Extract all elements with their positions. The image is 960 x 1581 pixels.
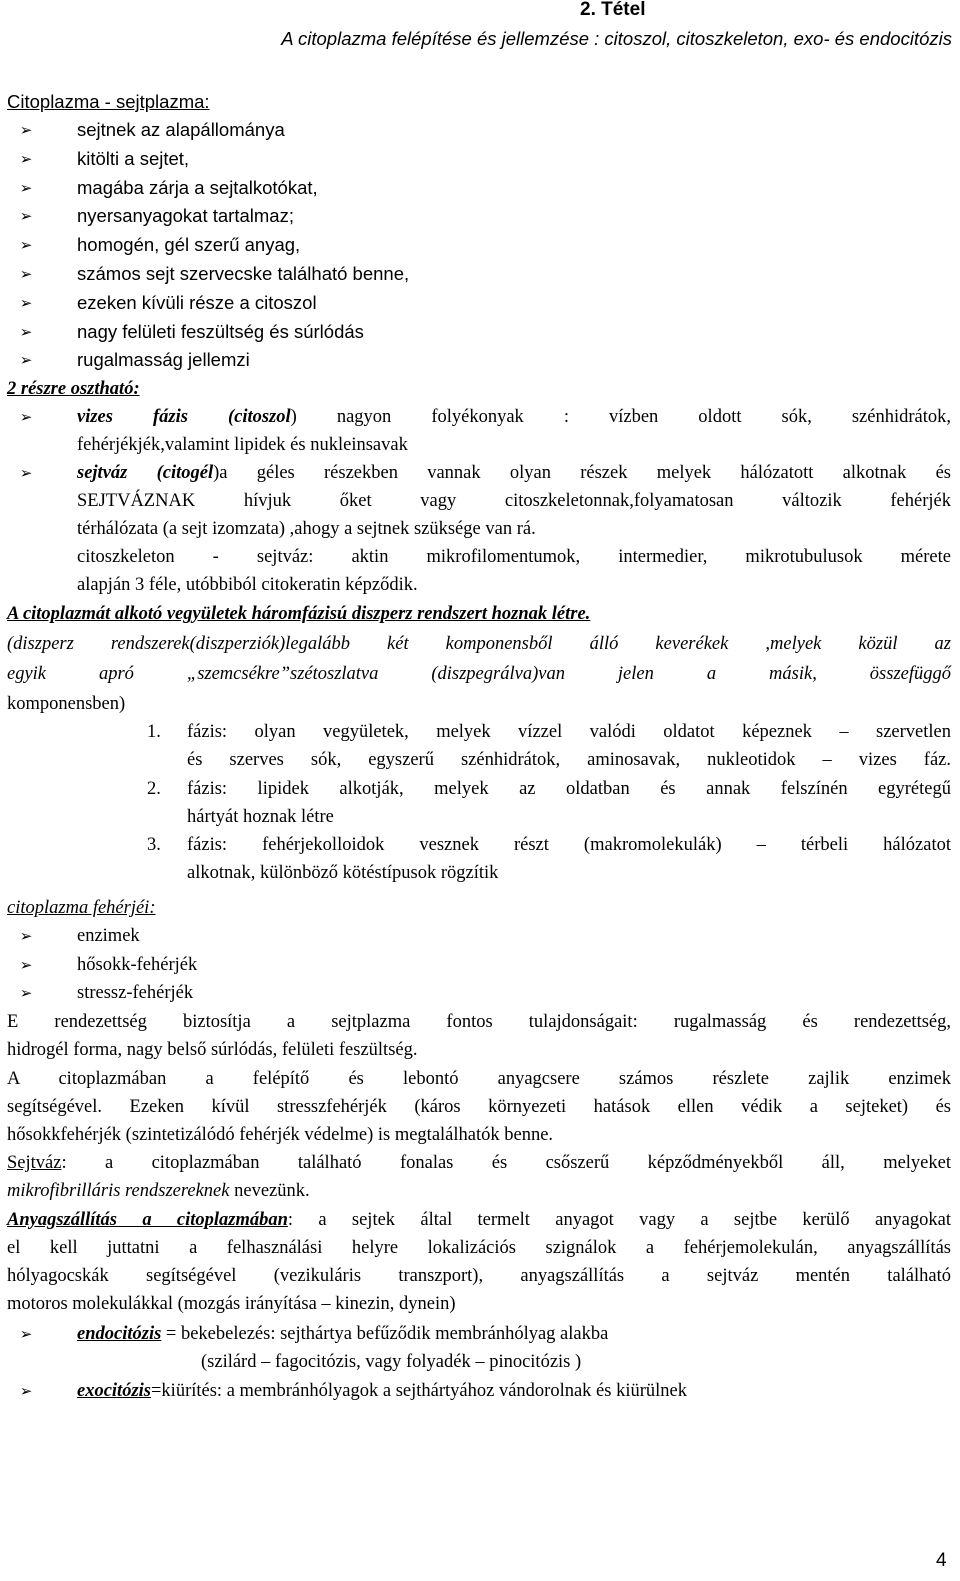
para4-line-b: el kell juttatni a felhasználási helyre lokalizációs szignálok a fehérjemolekulán, anyagszállítás: [7, 1238, 951, 1258]
phase2-line-c: térhálózata (a sejt izomzata) ,ahogy a sejtnek szüksége van rá.: [77, 519, 536, 539]
proteins-heading: citoplazma fehérjéi:: [7, 898, 156, 918]
cytoskeleton-line-b: alapján 3 féle, utóbbiból citokeratin képződik.: [77, 575, 418, 595]
arrowhead-bullet-icon: ➢: [19, 984, 33, 1002]
arrowhead-bullet-icon: ➢: [19, 408, 33, 426]
arrowhead-bullet-icon: ➢: [19, 207, 33, 226]
endocytosis-line-a: endocitózis = bekebelezés: sejthártya befűződik membránhólyag alakba: [77, 1324, 609, 1344]
para3-line-b: mikrofibrilláris rendszereknek nevezünk.: [7, 1181, 310, 1201]
list-item: magába zárja a sejtalkotókat,: [77, 176, 318, 198]
para2-line-b: segítségével. Ezeken kívül stresszfehérjék (káros környezeti hatások ellen védik a sejteket) és: [7, 1097, 951, 1117]
arrowhead-bullet-icon: ➢: [19, 351, 33, 370]
list-item: enzimek: [77, 926, 140, 946]
arrowhead-bullet-icon: ➢: [19, 464, 33, 482]
section-heading: Citoplazma - sejtplazma:: [7, 91, 210, 112]
phase1-line-b: fehérjékjék,valamint lipidek és nukleinsavak: [77, 435, 408, 455]
exam-topic-title: A citoplazma felépítése és jellemzése : citoszol, citoszkeleton, exo- és endocitózis: [281, 28, 952, 49]
arrowhead-bullet-icon: ➢: [19, 1325, 33, 1343]
arrowhead-bullet-icon: ➢: [19, 293, 33, 312]
list-item: homogén, gél szerű anyag,: [77, 234, 301, 256]
arrowhead-bullet-icon: ➢: [19, 265, 33, 283]
disperse-def-b: egyik apró „szemcsékre”szétoszlatva (diszpegrálva)van jelen a másik, összefüggő: [7, 664, 951, 684]
para3-line-a: Sejtváz: a citoplazmában található fonalas és csőszerű képződményekből áll, melyeket: [7, 1153, 951, 1173]
list-item: ezeken kívüli része a citoszol: [77, 291, 317, 313]
arrowhead-bullet-icon: ➢: [19, 121, 33, 139]
para4-line-c: hólyagocskák segítségével (vezikuláris transzport), anyagszállítás a sejtváz mentén található: [7, 1266, 951, 1286]
list-item: rugalmasság jellemzi: [77, 349, 250, 371]
disperse-def-a: (diszperz rendszerek(diszperziók)legalább két komponensből álló keverékek ,melyek közül az: [7, 634, 951, 654]
endocytosis-line-b: (szilárd – fagocitózis, vagy folyadék – pinocitózis ): [201, 1352, 582, 1372]
arrowhead-bullet-icon: ➢: [19, 927, 33, 945]
phase-line: és szerves sók, egyszerű szénhidrátok, aminosavak, nukleotidok – vizes fáz.: [187, 750, 951, 770]
phase-line: fázis: olyan vegyületek, melyek vízzel valódi oldatot képeznek – szervetlen: [187, 722, 951, 742]
para2-line-c: hősokkfehérjék (szintetizálódó fehérjék védelme) is megtalálhatók benne.: [7, 1125, 554, 1145]
page-number: 4: [936, 1550, 947, 1571]
list-item: nagy felületi feszültség és súrlódás: [77, 320, 364, 342]
list-item: nyersanyagokat tartalmaz;: [77, 205, 294, 227]
phase-line: fázis: fehérjekolloidok vesznek részt (makromolekulák) – térbeli hálózatot: [187, 835, 951, 855]
list-item: számos sejt szervecske található benne,: [77, 263, 410, 284]
disperse-heading: A citoplazmát alkotó vegyületek háromfázisú diszperz rendszert hoznak létre.: [7, 604, 591, 624]
list-item: stressz-fehérjék: [77, 983, 194, 1003]
exam-topic-number: 2. Tétel: [580, 0, 646, 20]
cytoskeleton-line-a: citoszkeleton - sejtváz: aktin mikrofilomentumok, intermedier, mikrotubulusok mérete: [77, 547, 951, 567]
phase2-line-b: SEJTVÁZNAK hívjuk őket vagy citoszkeletonnak,folyamatosan változik fehérjék: [77, 491, 951, 511]
list-item: sejtnek az alapállománya: [77, 119, 285, 140]
phase-line: alkotnak, különböző kötéstípusok rögzítik: [187, 863, 499, 883]
para4-line-d: motoros molekulákkal (mozgás irányítása – kinezin, dynein): [7, 1294, 456, 1314]
para2-line-a: A citoplazmában a felépítő és lebontó anyagcsere számos részlete zajlik enzimek: [7, 1069, 951, 1089]
phase2-line-a: sejtváz (citogél)a géles részekben vannak olyan részek melyek hálózatott alkotnak és: [77, 463, 951, 483]
para1-line-b: hidrogél forma, nagy belső súrlódás, felületi feszültség.: [7, 1040, 418, 1060]
arrowhead-bullet-icon: ➢: [19, 322, 33, 341]
arrowhead-bullet-icon: ➢: [19, 955, 33, 974]
list-item: kitölti a sejtet,: [77, 147, 190, 169]
phase1-line-a: vizes fázis (citoszol) nagyon folyékonyak : vízben oldott sók, szénhidrátok,: [77, 407, 951, 427]
para4-line-a: Anyagszállítás a citoplazmában: a sejtek által termelt anyagot vagy a sejtbe kerülő anyagokat: [7, 1210, 951, 1230]
exocytosis-line: exocitózis=kiürítés: a membránhólyagok a sejthártyához vándorolnak és kiürülnek: [77, 1381, 687, 1401]
list-item: hősokk-fehérjék: [77, 954, 198, 975]
disperse-def-c: komponensben): [7, 694, 126, 714]
phase-number: 3.: [147, 835, 161, 855]
phase-number: 1.: [147, 722, 161, 742]
arrowhead-bullet-icon: ➢: [19, 1382, 33, 1400]
para1-line-a: E rendezettség biztosítja a sejtplazma fontos tulajdonságait: rugalmasság és rendezettség,: [7, 1012, 951, 1032]
arrowhead-bullet-icon: ➢: [19, 236, 33, 255]
phase-line: fázis: lipidek alkotják, melyek az oldatban és annak felszínén egyrétegű: [187, 778, 951, 799]
parts-heading: 2 részre osztható:: [7, 379, 140, 399]
arrowhead-bullet-icon: ➢: [19, 178, 33, 197]
arrowhead-bullet-icon: ➢: [19, 149, 33, 168]
phase-number: 2.: [147, 778, 161, 799]
phase-line: hártyát hoznak létre: [187, 806, 334, 827]
